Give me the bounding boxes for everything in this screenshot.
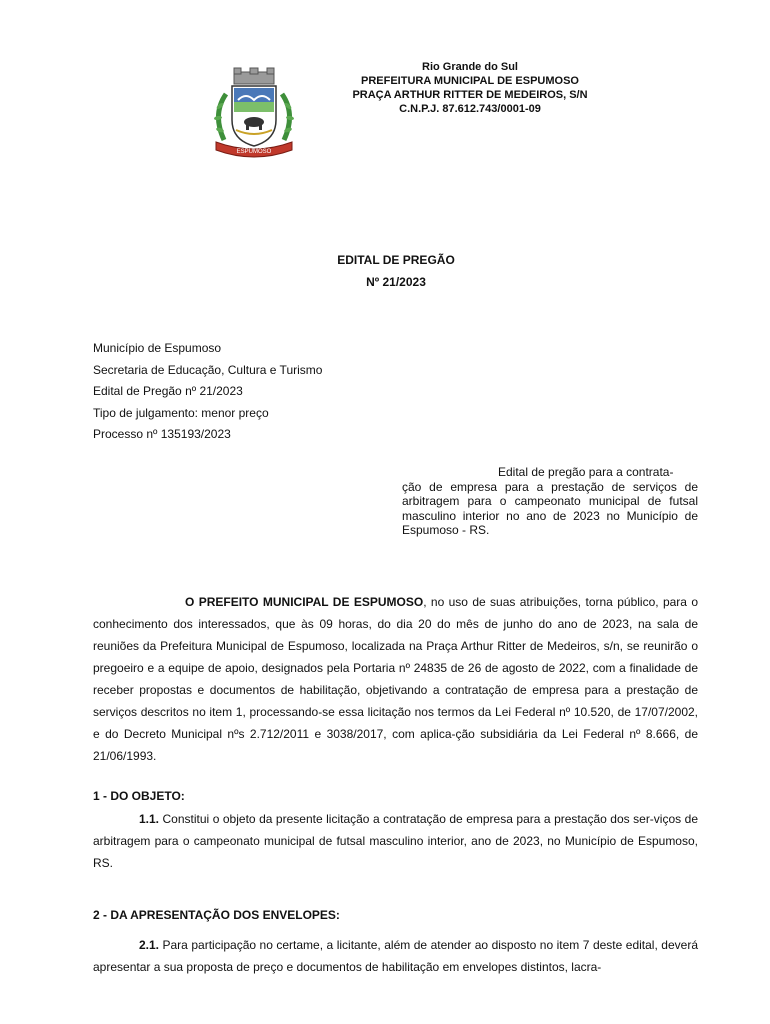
opening-paragraph <box>93 591 698 767</box>
ementa <box>402 465 698 538</box>
letterhead-prefecture: PREFEITURA MUNICIPAL DE ESPUMOSO <box>361 75 579 87</box>
item-2-1-text: Para participação no certame, a licitante, além de atender ao disposto no item 7 deste edital, deverá apresentar a sua proposta de preço e documentos de habilitação em envelopes distintos, lacra- <box>93 938 698 974</box>
letterhead <box>330 60 610 116</box>
section-1-heading: 1 - DO OBJETO: <box>93 789 185 803</box>
meta-department: Secretaria de Educação, Cultura e Turismo <box>93 362 323 377</box>
letterhead-address: PRAÇA ARTHUR RITTER DE MEDEIROS, S/N <box>352 89 588 101</box>
section-1-item-1 <box>93 808 698 874</box>
meta-process: Processo nº 135193/2023 <box>93 427 231 441</box>
letterhead-state: Rio Grande do Sul <box>422 61 518 73</box>
meta-judgment-type: Tipo de julgamento: menor preço <box>93 405 269 420</box>
item-2-1-number: 2.1. <box>139 938 160 952</box>
opening-lead: O PREFEITO MUNICIPAL DE ESPUMOSO <box>185 595 424 609</box>
ementa-rest: ção de empresa para a prestação de serviços de arbitragem para o campeonato municipal de futsal masculino interior no ano de 2023 no Município de Espumoso - RS. <box>402 479 698 537</box>
section-2-heading: 2 - DA APRESENTAÇÃO DOS ENVELOPES: <box>93 908 340 922</box>
item-1-1-number: 1.1. <box>139 812 160 826</box>
meta-municipality: Município de Espumoso <box>93 341 222 355</box>
ementa-line-1: Edital de pregão para a contrata- <box>498 465 674 479</box>
letterhead-cnpj: C.N.P.J. 87.612.743/0001-09 <box>399 103 541 115</box>
municipal-coat-of-arms <box>206 64 302 160</box>
section-2-item-1 <box>93 934 698 978</box>
item-1-1-text: Constitui o objeto da presente licitação a contratação de empresa para a prestação dos ser-viços de arbitragem para o campeonato municipal de futsal masculino interior, ano de 2023, no Município de Espumoso, RS. <box>93 812 698 870</box>
crest-ribbon-text: ESPUMOSO <box>236 149 272 155</box>
document-title: EDITAL DE PREGÃO <box>337 253 455 267</box>
opening-text: , no uso de suas atribuições, torna público, para o conhecimento dos interessados, que às 09 horas, do dia 20 do mês de junho do ano de 2023, na sala de reuniões da Prefeitura Municipal de Espumoso, localizada na Praça Arthur Ritter de Medeiros, s/n, se reunirão o pregoeiro e a equipe de apoio, designados pela Portaria nº 24835 de 26 de agosto de 2022, com a finalidade de receber propostas e documentos de habilitação, objetivando a contratação de empresa para a prestação de serviços descritos no item 1, processando-se essa licitação nos termos da Lei Federal nº 10.520, de 17/07/2002, e do Decreto Municipal nºs 2.712/2011 e 3038/2017, com aplica-ção subsidiária da Lei Federal nº 8.666, de 21/06/1993. <box>93 595 699 763</box>
meta-edital: Edital de Pregão nº 21/2023 <box>93 384 243 398</box>
document-number: Nº 21/2023 <box>366 275 426 289</box>
procurement-metadata <box>93 338 322 446</box>
